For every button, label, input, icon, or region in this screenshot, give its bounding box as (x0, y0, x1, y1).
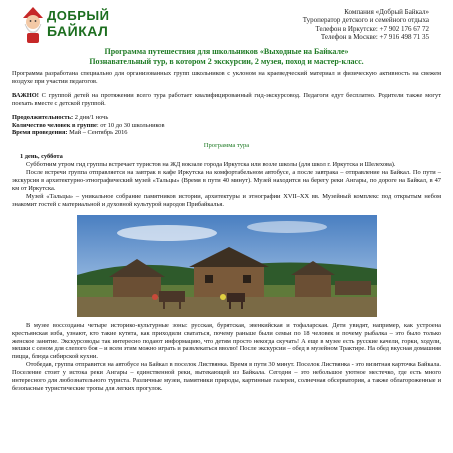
facts-list (12, 114, 441, 138)
document-title: Программа путешествия для школьников «Выходные на Байкале» (104, 47, 349, 56)
day1-paragraph-4: В музее воссозданы четыре историко-культурные зоны: русская, бурятская, эвенкийская и тофаларская. Дети увидят, например, как устроена крестьянская изба, узнают, кто такие кутята, как приходили свататься, почему раньше были семьи по 18 человек и почему рыбалка – это было только женское занятие. Экскурсоводы так интересно подают информацию, что детям просто некогда скучать! А еще в музее есть русские качели, горки, ходули, мешки с сеном для слепого боя – и всем этим можно играть и развлекаться вволю! После экскурсии – обед в музейном Трактире. На обед вкусная домашняя пицца, блюда сибирской кухни. (12, 321, 441, 361)
document-subtitle: Познавательный тур, в котором 2 экскурсии, 2 музея, поход и мастер-класс. (89, 56, 364, 66)
phone-irkutsk: Телефон в Иркутске: +7 902 176 67 72 (315, 24, 429, 33)
day1-paragraph-1: Субботним утром гид группы встречает туристов на ЖД вокзале города Иркутска или возле школы (для школ г. Иркутска и Шелехова). (26, 161, 396, 169)
day1-paragraph-3: Музей «Тальцы» – уникальное собрание памятников истории, архитектуры и этнографии XVII–XX вв. Музейный комплекс под открытым небом знакомит гостей с материальной и духовной культурой народов Прибайкалья. (12, 192, 441, 208)
fact-value: : от 10 до 30 школьников (96, 121, 165, 129)
fact-value: Май – Сентябрь 2016 (67, 129, 128, 137)
day1-paragraph-5: Отобедав, группа отправится на автобусе на Байкал в поселок Листвянка. Время в пути 30 минут. Поселок Листвянка - это визитная карточка Байкала. Поселение стоит у истока реки Ангары – единственной реки, вытекающей из Байкала. Сегодня – это небольшое уютное местечко, где есть много интересного для любознательного туриста. Различные музеи, памятники природы, картинные галереи, солнечная обсерватория, а также облагороженные и безопасные туристические тропы для легких прогулок. (12, 361, 441, 392)
important-paragraph (12, 92, 441, 108)
brand-line-1: ДОБРЫЙ (47, 8, 110, 23)
company-tagline: Туроператор детского и семейного отдыха (302, 16, 429, 25)
museum-photo (77, 215, 377, 317)
fact-label: Количество человек в группе (12, 121, 97, 129)
phone-moscow: Телефон в Москве: +7 916 498 71 35 (320, 33, 429, 42)
contacts-block (303, 8, 429, 42)
fact-label: Продолжительность: (12, 113, 74, 121)
important-label: ВАЖНО! (12, 91, 39, 99)
fact-duration (12, 114, 441, 122)
mascot-icon (20, 6, 46, 44)
fact-label: Время проведения: (12, 129, 68, 137)
fact-value: 2 дня/1 ночь (73, 113, 109, 121)
day1-paragraph-2: После встречи группа отправляется на завтрак в кафе Иркутска на комфортабельном автобусе, а после завтрака – отправление на Байкал. По пути – экскурсия в архитектурно-этнографический музей «Тальцы» (Время в пути 40 минут). Музей находится на берегу реки Ангары, по дороге на Байкал, в 47 км от Иркутска. (12, 169, 441, 192)
fact-group-size (12, 122, 441, 130)
fact-season (12, 129, 441, 137)
brand-line-2: БАЙКАЛ (47, 23, 109, 39)
logo (20, 6, 112, 44)
day1-heading: 1 день, суббота (20, 153, 63, 161)
header (12, 0, 441, 46)
intro-paragraph: Программа разработана специально для организованных групп школьников с уклоном на краеведческий материал и физическую активность на свежем воздухе при участии педагогов. (12, 70, 441, 85)
important-text: С группой детей на протяжении всего тура работает квалифицированный гид-экскурсовод. Педагоги едут бесплатно. Родители также могут поехать вместе с детской группой. (12, 91, 441, 107)
program-heading: Программа тура (203, 142, 250, 150)
company-name: Компания «Добрый Байкал» (344, 8, 429, 16)
